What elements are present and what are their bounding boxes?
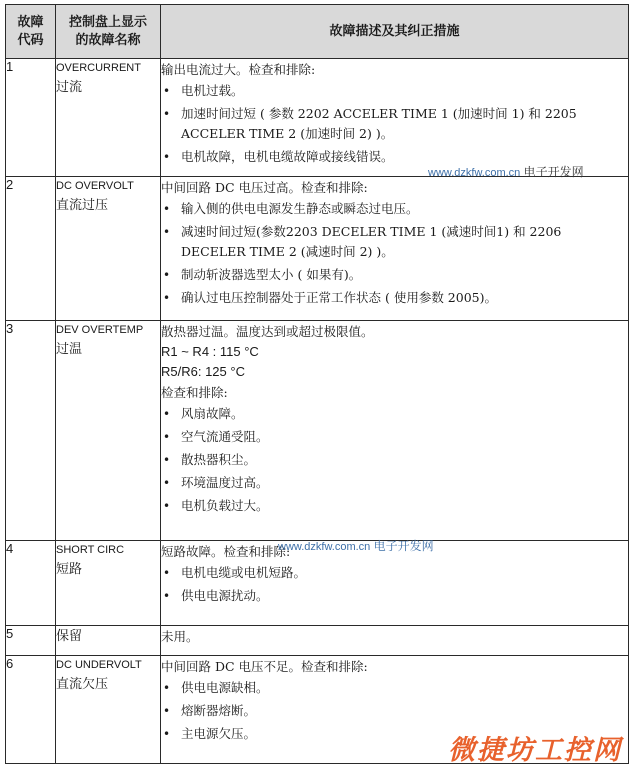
fault-row (6, 177, 629, 321)
action-item: • 空气流通受阻。 (161, 427, 628, 447)
header-fault-code: 故障代码 (6, 5, 56, 59)
action-item: • 减速时间过短(参数2203 DECELER TIME 1 (减速时间1) 和 2206 DECELER TIME 2 (减速时间 2) )。 (161, 222, 628, 262)
watermark-site: www.dzkfw.com.cn (278, 541, 371, 553)
action-item: • 电机故障，电机电缆故障或接线错误。 (161, 147, 628, 167)
fault-description (161, 626, 629, 656)
fault-table (5, 4, 629, 764)
watermark-name: 电子开发网 (523, 165, 584, 179)
header-fault-name: 控制盘上显示的故障名称 (56, 5, 161, 59)
description-line: 检查和排除: (161, 385, 228, 400)
watermark-site: www.dzkfw.com.cn (428, 167, 521, 179)
fault-name-zh: 短路 (56, 562, 83, 577)
description-line: 散热器过温。温度达到或超过极限值。 (161, 324, 374, 339)
watermark-name: 电子开发网 (373, 539, 434, 553)
fault-name (56, 626, 161, 656)
description-line: 中间回路 DC 电压不足。检查和排除: (161, 659, 368, 674)
fault-name (56, 541, 161, 626)
fault-description (161, 59, 629, 177)
fault-name (56, 321, 161, 541)
action-item: • 输入侧的供电电源发生静态或瞬态过电压。 (161, 199, 628, 219)
fault-description (161, 177, 629, 321)
action-item: • 供电电源扰动。 (161, 586, 628, 606)
fault-code: 2 (6, 177, 56, 321)
watermark-1 (428, 163, 584, 180)
action-item: • 制动斩波器选型太小 ( 如果有)。 (161, 265, 628, 285)
description-line: 中间回路 DC 电压过高。检查和排除: (161, 180, 368, 195)
fault-row (6, 321, 629, 541)
temperature-limit: R5/R6: 125 °C (161, 364, 245, 379)
description-line: 输出电流过大。检查和排除: (161, 62, 316, 77)
fault-name-en: SHORT CIRC (56, 544, 125, 556)
action-item: • 供电电源缺相。 (161, 678, 628, 698)
description-line: 未用。 (161, 629, 199, 644)
fault-name (56, 656, 161, 764)
fault-name-zh: 直流欠压 (56, 677, 109, 692)
fault-row (6, 626, 629, 656)
fault-name-zh: 过温 (56, 342, 83, 357)
fault-code: 3 (6, 321, 56, 541)
fault-name-en: DEV OVERTEMP (56, 324, 144, 336)
action-item: • 电机电缆或电机短路。 (161, 563, 628, 583)
header-row (6, 5, 629, 59)
fault-code: 6 (6, 656, 56, 764)
fault-name-en: DC UNDERVOLT (56, 659, 142, 671)
temperature-limit: R1 ~ R4 : 115 °C (161, 344, 259, 359)
description-line: 短路故障。检查和排除: (161, 544, 291, 559)
action-item: • 电机过载。 (161, 81, 628, 101)
action-item: • 确认过电压控制器处于正常工作状态 ( 使用参数 2005)。 (161, 288, 628, 308)
logo: 微捷坊工控网 (448, 735, 622, 766)
fault-name-en: OVERCURRENT (56, 62, 141, 74)
action-item: • 环境温度过高。 (161, 473, 628, 493)
fault-name-zh: 直流过压 (56, 198, 109, 213)
fault-code: 4 (6, 541, 56, 626)
action-item: • 散热器积尘。 (161, 450, 628, 470)
action-item: • 风扇故障。 (161, 404, 628, 424)
action-list (161, 563, 628, 606)
action-item: • 主电源欠压。 (161, 724, 628, 744)
fault-name-zh: 过流 (56, 80, 83, 95)
action-item: • 熔断器熔断。 (161, 701, 628, 721)
header-fault-description: 故障描述及其纠正措施 (161, 5, 629, 59)
action-list (161, 404, 628, 516)
fault-name (56, 177, 161, 321)
fault-name (56, 59, 161, 177)
action-item: • 加速时间过短 ( 参数 2202 ACCELER TIME 1 (加速时间 1) 和 2205 ACCELER TIME 2 (加速时间 2) )。 (161, 104, 628, 144)
fault-description (161, 321, 629, 541)
fault-code: 1 (6, 59, 56, 177)
fault-code: 5 (6, 626, 56, 656)
action-list (161, 199, 628, 308)
action-list (161, 81, 628, 167)
fault-name-en: DC OVERVOLT (56, 180, 134, 192)
action-item: • 电机负载过大。 (161, 496, 628, 516)
fault-row (6, 59, 629, 177)
watermark-2 (278, 537, 434, 554)
fault-name-zh: 保留 (56, 629, 83, 644)
